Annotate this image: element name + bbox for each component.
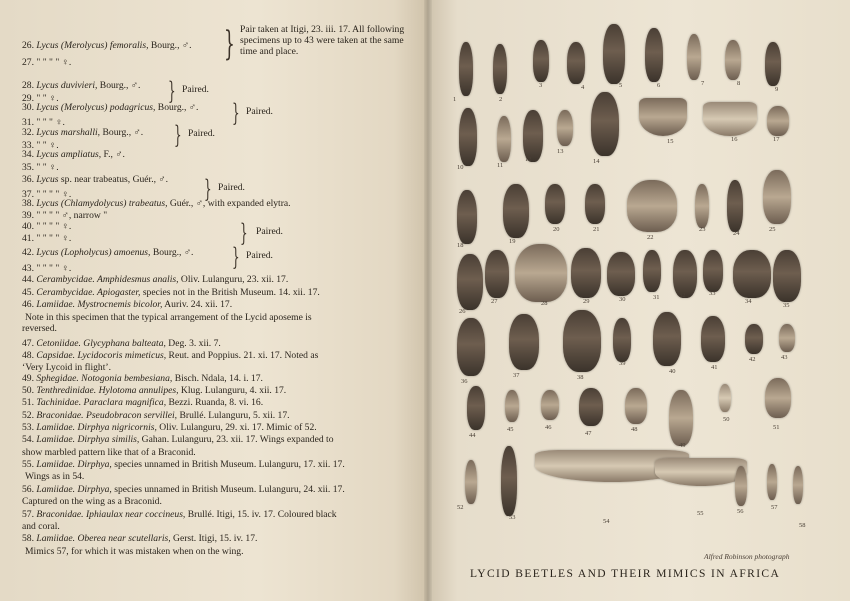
specimen-line xyxy=(22,198,291,209)
entry-detail: Deg. 3. xii. 7. xyxy=(165,338,221,349)
specimen-line xyxy=(22,397,263,408)
entry-detail: Wings as in 54. xyxy=(25,471,85,482)
specimen-number: 42 xyxy=(749,356,756,363)
entry-detail: Bezzi. Ruanda, 8. vi. 16. xyxy=(166,397,264,408)
specimen-line xyxy=(22,338,221,349)
brace: } xyxy=(232,243,240,271)
specimen-line xyxy=(22,521,60,532)
specimen-number: 37 xyxy=(513,372,520,379)
entry-number: 52. xyxy=(22,410,34,421)
entry-detail: species unnamed in British Museum. Lulanguru, 24. xii. 17. xyxy=(111,484,345,495)
entry-number: 50. xyxy=(22,385,34,396)
taxon-name: Cerambycidae. Amphidesmus analis, xyxy=(36,274,179,285)
specimen-line xyxy=(22,127,143,138)
specimen-number: 4 xyxy=(581,84,585,91)
entry-detail: Captured on the wing as a Braconid. xyxy=(22,496,162,507)
specimen-number: 15 xyxy=(667,138,674,145)
entry-number: 39. xyxy=(22,210,34,221)
specimen-36 xyxy=(457,318,485,376)
specimen-line xyxy=(22,299,232,310)
entry-detail: sp. near trabeatus, Guér., ♂. xyxy=(58,174,169,185)
specimen-21 xyxy=(585,184,605,224)
entry-number: 43. xyxy=(22,263,34,274)
specimen-number: 20 xyxy=(553,226,560,233)
specimen-number: 45 xyxy=(507,426,514,433)
specimen-number: 54 xyxy=(603,518,610,525)
specimen-3 xyxy=(533,40,549,82)
specimen-28 xyxy=(515,244,567,302)
photo-plate xyxy=(449,12,829,538)
entry-number: 48. xyxy=(22,350,34,361)
specimen-47 xyxy=(579,388,603,426)
brace: } xyxy=(232,99,240,127)
specimen-number: 47 xyxy=(585,430,592,437)
gutter-shadow xyxy=(424,0,432,601)
specimen-23 xyxy=(695,184,709,228)
specimen-number: 23 xyxy=(699,226,706,233)
specimen-7 xyxy=(687,34,701,80)
specimen-1 xyxy=(459,42,473,96)
taxon-name: Lamiidae. Dirphya similis, xyxy=(36,434,140,445)
entry-detail: reversed. xyxy=(22,323,57,334)
specimen-17 xyxy=(767,106,789,136)
taxon-name: Lamiidae. Oberea near scutellaris, xyxy=(36,533,171,544)
entry-number: 32. xyxy=(22,127,34,138)
specimen-51 xyxy=(765,378,791,418)
specimen-number: 1 xyxy=(453,96,457,103)
taxon-name: Lycus (Lopholycus) amoenus, xyxy=(36,247,151,258)
paired-note: Paired. xyxy=(188,128,215,139)
entry-detail: species unnamed in British Museum. Lulanguru, 17. xii. 17. xyxy=(111,459,345,470)
brace: } xyxy=(168,77,176,105)
entry-detail: Oliv. Lulanguru, 23. xii. 17. xyxy=(178,274,289,285)
specimen-number: 38 xyxy=(577,374,584,381)
specimen-9 xyxy=(765,42,781,86)
entry-number: 38. xyxy=(22,198,34,209)
specimen-29 xyxy=(571,248,601,298)
specimen-number: 40 xyxy=(669,368,676,375)
specimen-41 xyxy=(701,316,725,362)
entry-detail: " " " " ♀. xyxy=(36,221,72,232)
entry-number: 30. xyxy=(22,102,34,113)
specimen-number: 30 xyxy=(619,296,626,303)
specimen-number: 25 xyxy=(769,226,776,233)
specimen-number: 17 xyxy=(773,136,780,143)
taxon-name: Lamiidae. Mystrocnemis bicolor, xyxy=(36,299,163,310)
entry-detail: ‘Very Lycoid in flight’. xyxy=(22,362,111,373)
entry-detail: " " " " ♀. xyxy=(36,57,72,68)
specimen-number: 6 xyxy=(657,82,661,89)
specimen-number: 58 xyxy=(799,522,806,529)
entry-detail: Guér., ♂, with expanded elytra. xyxy=(167,198,291,209)
itigi-note: Pair taken at Itigi, 23. iii. 17. All following specimens up to 43 were taken at the same time and place. xyxy=(240,24,405,57)
specimen-number: 44 xyxy=(469,432,476,439)
entry-number: 35. xyxy=(22,162,34,173)
specimen-8 xyxy=(725,40,741,80)
specimen-42 xyxy=(745,324,763,354)
entry-detail: " " " " ♀. xyxy=(36,263,72,274)
entry-number: 26. xyxy=(22,40,34,51)
entry-number: 47. xyxy=(22,338,34,349)
entry-detail: Oliv. Lulanguru, 29. xi. 17. Mimic of 52. xyxy=(156,422,317,433)
entry-detail: Brullé. Itigi, 15. iv. 17. Coloured black xyxy=(185,509,337,520)
taxon-name: Tachinidae. Paraclara magnifica, xyxy=(36,397,167,408)
specimen-33 xyxy=(703,250,723,292)
taxon-name: Braconidae. Iphiaulax near coccineus, xyxy=(36,509,186,520)
entry-detail: " " ♀. xyxy=(36,162,59,173)
taxon-name: Cetoniidae. Glycyphana balteata, xyxy=(36,338,166,349)
specimen-number: 31 xyxy=(653,294,660,301)
entry-detail: " " " " ♀. xyxy=(36,233,72,244)
specimen-number: 55 xyxy=(697,510,704,517)
entry-number: 53. xyxy=(22,422,34,433)
specimen-6 xyxy=(645,28,663,82)
entry-detail: " " " ♀. xyxy=(36,117,65,128)
specimen-line xyxy=(22,350,318,361)
entry-number: 28. xyxy=(22,80,34,91)
specimen-line xyxy=(22,233,71,244)
specimen-line xyxy=(22,274,288,285)
specimen-25 xyxy=(763,170,791,224)
specimen-line xyxy=(22,263,71,274)
entry-number: 46. xyxy=(22,299,34,310)
entry-detail: Bourg., ♂. xyxy=(148,40,192,51)
specimen-45 xyxy=(505,390,519,422)
specimen-number: 35 xyxy=(783,302,790,309)
taxon-name: Lycus duvivieri, xyxy=(36,80,98,91)
specimen-44 xyxy=(467,386,485,430)
specimen-line xyxy=(22,373,263,384)
taxon-name: Lamiidae. Dirphya nigricornis, xyxy=(36,422,157,433)
entry-number: 55. xyxy=(22,459,34,470)
specimen-number: 56 xyxy=(737,508,744,515)
taxon-name: Capsidae. Lycidocoris mimeticus, xyxy=(36,350,167,361)
specimen-line xyxy=(22,434,334,445)
specimen-number: 51 xyxy=(773,424,780,431)
specimen-number: 50 xyxy=(723,416,730,423)
entry-number: 58. xyxy=(22,533,34,544)
entry-number: 40. xyxy=(22,221,34,232)
specimen-number: 9 xyxy=(775,86,779,93)
taxon-name: Sphegidae. Notogonia bembesiana, xyxy=(36,373,173,384)
entry-number: 29. xyxy=(22,93,34,104)
specimen-line xyxy=(22,459,345,470)
entry-number: 44. xyxy=(22,274,34,285)
specimen-2 xyxy=(493,44,507,94)
specimen-line xyxy=(22,57,71,68)
specimen-52 xyxy=(465,460,477,504)
specimen-number: 13 xyxy=(557,148,564,155)
specimen-26 xyxy=(457,254,483,310)
specimen-number: 43 xyxy=(781,354,788,361)
entry-detail: " " " " ♂, narrow " xyxy=(36,210,108,221)
specimen-number: 24 xyxy=(733,230,740,237)
specimen-34 xyxy=(733,250,771,298)
specimen-number: 39 xyxy=(619,360,626,367)
entry-number: 57. xyxy=(22,509,34,520)
specimen-number: 57 xyxy=(771,504,778,511)
entry-number: 45. xyxy=(22,287,34,298)
specimen-20 xyxy=(545,184,565,224)
specimen-number: 10 xyxy=(457,164,464,171)
entry-detail: Note in this specimen that the typical arrangement of the Lycid aposeme is xyxy=(25,312,312,323)
specimen-14 xyxy=(591,92,619,156)
specimen-15 xyxy=(639,98,687,136)
specimen-12 xyxy=(523,110,543,162)
specimen-27 xyxy=(485,250,509,298)
specimen-number: 33 xyxy=(709,290,716,297)
specimen-number: 46 xyxy=(545,424,552,431)
specimen-number: 49 xyxy=(679,442,686,449)
taxon-name: Tenthredinidae. Hylotoma annulipes, xyxy=(36,385,179,396)
specimen-line xyxy=(25,546,244,557)
specimen-line xyxy=(22,410,290,421)
entry-detail: " " ♀. xyxy=(36,93,59,104)
taxon-name: Lycus ampliatus, xyxy=(36,149,102,160)
specimen-30 xyxy=(607,252,635,296)
entry-detail: Bourg., ♂. xyxy=(155,102,199,113)
taxon-name: Lycus (Merolycus) femoralis, xyxy=(36,40,149,51)
plate-caption: LYCID BEETLES AND THEIR MIMICS IN AFRICA xyxy=(470,568,781,580)
entry-number: 42. xyxy=(22,247,34,258)
specimen-13 xyxy=(557,110,573,146)
entry-detail: F., ♂. xyxy=(101,149,125,160)
specimen-line xyxy=(22,484,345,495)
taxon-name: Lycus xyxy=(36,174,59,185)
specimen-18 xyxy=(457,190,477,244)
entry-detail: " " " " ♀. xyxy=(36,189,72,200)
specimen-number: 21 xyxy=(593,226,600,233)
entry-detail: Gahan. Lulanguru, 23. xii. 17. Wings expanded to xyxy=(139,434,334,445)
specimen-line xyxy=(22,496,162,507)
specimen-line xyxy=(25,471,84,482)
entry-number: 37. xyxy=(22,189,34,200)
specimen-line xyxy=(22,221,71,232)
specimen-number: 29 xyxy=(583,298,590,305)
entry-detail: Bourg., ♂. xyxy=(150,247,194,258)
specimen-56 xyxy=(735,466,747,506)
specimen-16 xyxy=(703,102,757,136)
specimen-line xyxy=(25,312,312,323)
specimen-line xyxy=(22,422,317,433)
entry-number: 31. xyxy=(22,117,34,128)
specimen-number: 18 xyxy=(457,242,464,249)
entry-detail: " " ♀. xyxy=(36,140,59,151)
entry-number: 27. xyxy=(22,57,34,68)
specimen-38 xyxy=(563,310,601,372)
specimen-line xyxy=(22,447,196,458)
specimen-43 xyxy=(779,324,795,352)
taxon-name: Braconidae. Pseudobracon servillei, xyxy=(36,410,178,421)
entry-detail: and coral. xyxy=(22,521,60,532)
specimen-line xyxy=(22,362,111,373)
specimen-line xyxy=(22,509,337,520)
specimen-35 xyxy=(773,250,801,302)
brace: } xyxy=(204,175,212,203)
entry-number: 56. xyxy=(22,484,34,495)
specimen-5 xyxy=(603,24,625,84)
specimen-number: 5 xyxy=(619,82,623,89)
specimen-11 xyxy=(497,116,511,162)
specimen-4 xyxy=(567,42,585,84)
specimen-31 xyxy=(643,250,661,292)
specimen-55 xyxy=(655,458,747,486)
specimen-number: 52 xyxy=(457,504,464,511)
specimen-10 xyxy=(459,108,477,166)
specimen-line xyxy=(22,40,191,51)
entry-number: 34. xyxy=(22,149,34,160)
specimen-53 xyxy=(501,446,517,516)
taxon-name: Lamiidae. Dirphya, xyxy=(36,459,112,470)
specimen-48 xyxy=(625,388,647,424)
entry-number: 41. xyxy=(22,233,34,244)
specimen-line xyxy=(22,287,320,298)
paired-note: Paired. xyxy=(218,182,245,193)
photo-credit: Alfred Robinson photograph xyxy=(704,552,790,561)
entry-number: 36. xyxy=(22,174,34,185)
entry-detail: species not in the British Museum. 14. xii. 17. xyxy=(140,287,320,298)
entry-detail: Brullé. Lulanguru, 5. xii. 17. xyxy=(177,410,290,421)
specimen-37 xyxy=(509,314,539,370)
specimen-number: 32 xyxy=(679,292,686,299)
specimen-number: 27 xyxy=(491,298,498,305)
entry-detail: Auriv. 24. xii. 17. xyxy=(162,299,233,310)
specimen-number: 12 xyxy=(525,156,532,163)
brace: } xyxy=(240,219,248,247)
specimen-number: 41 xyxy=(711,364,718,371)
paired-note: Paired. xyxy=(246,106,273,117)
paired-note: Paired. xyxy=(246,250,273,261)
taxon-name: Lycus marshalli, xyxy=(36,127,101,138)
specimen-number: 36 xyxy=(461,378,468,385)
specimen-57 xyxy=(767,464,777,500)
specimen-number: 3 xyxy=(539,82,543,89)
specimen-line xyxy=(22,210,107,221)
entry-number: 54. xyxy=(22,434,34,445)
specimen-number: 28 xyxy=(541,300,548,307)
specimen-number: 8 xyxy=(737,80,741,87)
specimen-line xyxy=(22,162,59,173)
specimen-number: 48 xyxy=(631,426,638,433)
entry-detail: Klug. Lulanguru, 4. xii. 17. xyxy=(178,385,287,396)
entry-detail: Bourg., ♂. xyxy=(100,127,144,138)
specimen-58 xyxy=(793,466,803,504)
specimen-46 xyxy=(541,390,559,420)
entry-detail: Mimics 57, for which it was mistaken when on the wing. xyxy=(25,546,244,557)
taxon-name: Lycus (Chlamydolycus) trabeatus, xyxy=(36,198,168,209)
entry-detail: Bisch. Ndala, 14. i. 17. xyxy=(172,373,263,384)
specimen-49 xyxy=(669,390,693,446)
specimen-24 xyxy=(727,180,743,232)
specimen-number: 2 xyxy=(499,96,503,103)
entry-number: 49. xyxy=(22,373,34,384)
entry-number: 33. xyxy=(22,140,34,151)
paired-note: Paired. xyxy=(256,226,283,237)
brace: } xyxy=(224,24,235,64)
specimen-number: 14 xyxy=(593,158,600,165)
specimen-22 xyxy=(627,180,677,232)
specimen-number: 22 xyxy=(647,234,654,241)
specimen-39 xyxy=(613,318,631,362)
specimen-line xyxy=(22,533,257,544)
specimen-number: 19 xyxy=(509,238,516,245)
entry-detail: show marbled pattern like that of a Braconid. xyxy=(22,447,196,458)
specimen-number: 11 xyxy=(497,162,504,169)
specimen-line xyxy=(22,149,125,160)
specimen-line xyxy=(22,174,168,185)
specimen-number: 53 xyxy=(509,514,516,521)
specimen-number: 7 xyxy=(701,80,705,87)
entry-detail: Gerst. Itigi, 15. iv. 17. xyxy=(170,533,258,544)
specimen-32 xyxy=(673,250,697,298)
paired-note: Paired. xyxy=(182,84,209,95)
entry-detail: Reut. and Poppius. 21. xi. 17. Noted as xyxy=(166,350,319,361)
specimen-line xyxy=(22,323,57,334)
specimen-number: 26 xyxy=(459,308,466,315)
specimen-line xyxy=(22,385,286,396)
specimen-50 xyxy=(719,384,731,412)
specimen-line xyxy=(22,247,193,258)
specimen-line xyxy=(22,80,140,91)
brace: } xyxy=(174,121,182,149)
specimen-19 xyxy=(503,184,529,238)
taxon-name: Cerambycidae. Apiogaster, xyxy=(36,287,141,298)
specimen-number: 16 xyxy=(731,136,738,143)
entry-number: 51. xyxy=(22,397,34,408)
taxon-name: Lamiidae. Dirphya, xyxy=(36,484,112,495)
taxon-name: Lycus (Merolycus) podagricus, xyxy=(36,102,156,113)
entry-detail: Bourg., ♂. xyxy=(97,80,141,91)
specimen-40 xyxy=(653,312,681,366)
specimen-number: 34 xyxy=(745,298,752,305)
